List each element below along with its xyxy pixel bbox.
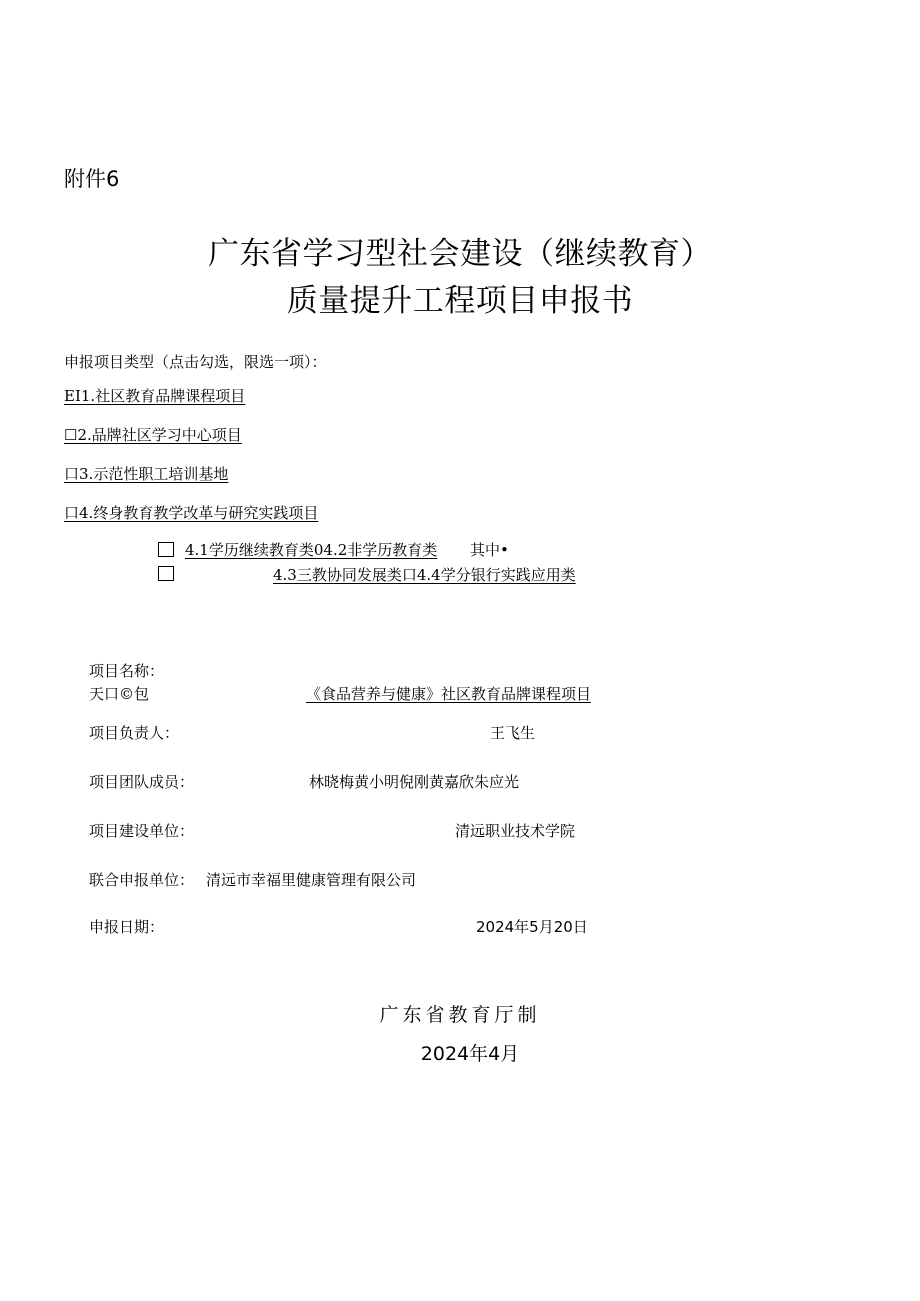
option-community-learning-center[interactable] <box>64 424 242 445</box>
project-leader-value: 王飞生 <box>490 724 536 742</box>
sub-option-line2[interactable]: 4.3三教协同发展类口4.4学分银行实践应用类 <box>273 566 576 584</box>
sub-option-checkbox-icon[interactable] <box>158 566 174 581</box>
sub-option-checkbox-icon[interactable] <box>158 542 174 557</box>
option-lifelong-education-reform[interactable] <box>64 502 318 523</box>
document-title-line2: 质量提升工程项目申报书 <box>286 283 634 319</box>
joint-unit-value: 清远市幸福里健康管理有限公司 <box>206 871 417 889</box>
issuer-label: 广东省教育厅制 <box>379 1004 541 1026</box>
project-type-prompt: 申报项目类型（点击勾选，限选一项）： <box>64 353 327 371</box>
application-date-value: 2024年5月20日 <box>476 918 588 936</box>
joint-unit-label: 联合申报单位： <box>89 871 195 889</box>
construction-unit-label: 项目建设单位： <box>89 822 195 840</box>
option-mark: 口4. <box>64 504 94 522</box>
document-title-line1: 广东省学习型社会建设（继续教育） <box>208 236 712 272</box>
option-label: 品牌社区学习中心项目 <box>91 426 242 444</box>
project-name-value: 《食品营养与健康》社区教育品牌课程项目 <box>306 685 592 703</box>
sub-option-line1-tail: 其中• <box>470 541 509 559</box>
sub-option-line1[interactable]: 4.1学历继续教育类04.2非学历教育类 <box>185 541 438 559</box>
option-label: 社区教育品牌课程项目 <box>95 387 246 405</box>
option-label: 示范性职工培训基地 <box>93 465 229 483</box>
project-name-label: 项目名称： <box>89 662 165 680</box>
issue-date: 2024年4月 <box>420 1043 520 1065</box>
option-label: 终身教育教学改革与研究实践项目 <box>93 504 319 522</box>
project-team-label: 项目团队成员： <box>89 773 195 791</box>
attachment-label: 附件6 <box>64 167 120 191</box>
project-leader-label: 项目负责人： <box>89 724 180 742</box>
option-mark: 口3. <box>64 465 94 483</box>
option-mark: EI1. <box>64 387 96 405</box>
checkbox-icon: ☐2. <box>64 426 92 444</box>
option-community-course[interactable] <box>64 385 245 406</box>
project-name-noise: 天口©包 <box>89 685 150 703</box>
project-team-value: 林晓梅黄小明倪刚黄嘉欣朱应光 <box>309 773 520 791</box>
option-worker-training-base[interactable] <box>64 463 228 484</box>
application-date-label: 申报日期： <box>89 918 165 936</box>
construction-unit-value: 清远职业技术学院 <box>455 822 576 840</box>
